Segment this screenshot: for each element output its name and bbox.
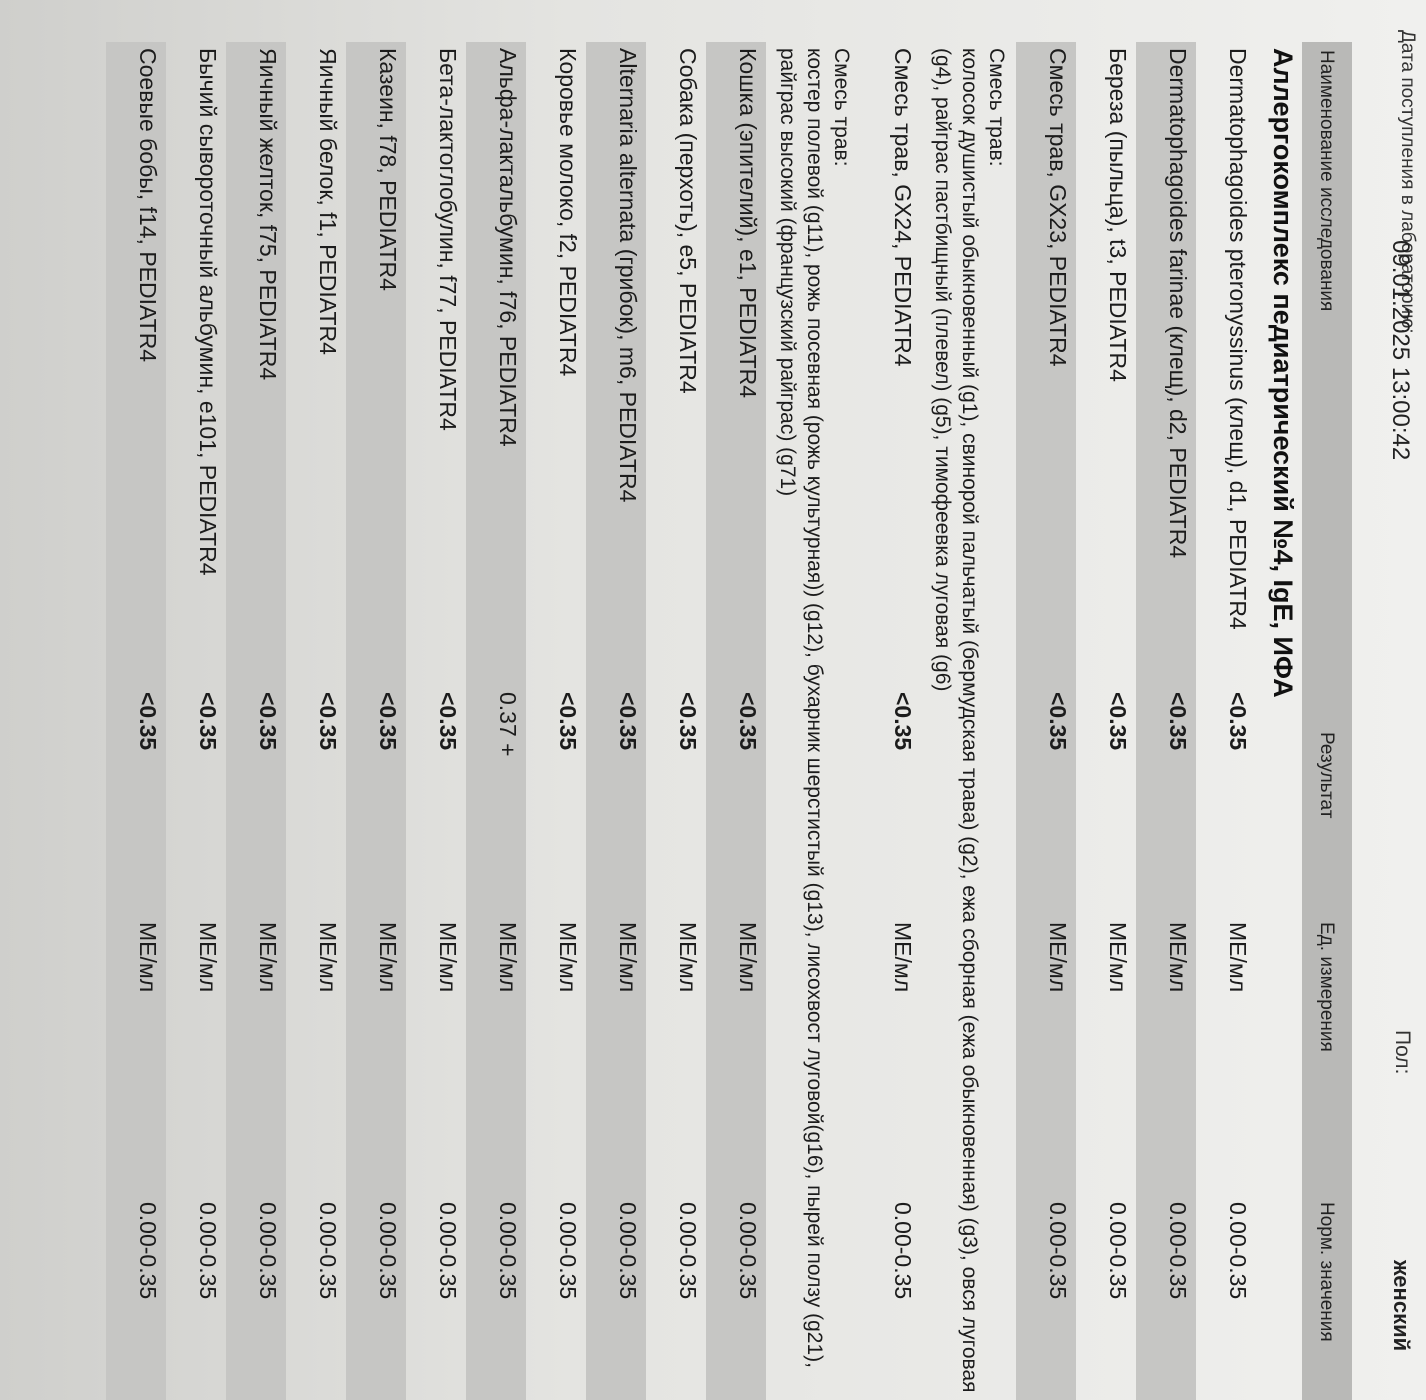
test-unit: МЕ/мл [255, 922, 281, 993]
table-row [1136, 42, 1196, 1400]
test-norm: 0.00-0.35 [135, 1202, 161, 1300]
sex-label: Пол: [1391, 1030, 1414, 1075]
mix-composition-note [921, 42, 1016, 1400]
test-norm: 0.00-0.35 [1165, 1202, 1191, 1300]
test-unit: МЕ/мл [1225, 922, 1251, 993]
table-row [226, 42, 286, 1400]
test-name: Яичный желток, f75, PEDIATR4 [255, 48, 281, 381]
table-row [1196, 42, 1256, 1400]
table-row [646, 42, 706, 1400]
test-norm: 0.00-0.35 [195, 1202, 221, 1300]
mix-note-text: колосок душистый обыкновенный (g1), свинорой пальчатый (бермудская трава) (g2), ежа сборная (ежа обыкновенная) (g3), овся луговая (g4), райграс пастбищный (плевел) (g5), тимофеевка луговая (g6) [931, 48, 981, 1393]
test-name: Бета-лактоглобулин, f77, PEDIATR4 [435, 48, 461, 431]
test-norm: 0.00-0.35 [495, 1202, 521, 1300]
column-header-result: Результат [1316, 732, 1337, 819]
test-name: Dermatophagoides pteronyssinus (клещ), d1, PEDIATR4 [1225, 48, 1251, 630]
test-name: Alternaria alternata (грибок), m6, PEDIATR4 [615, 48, 641, 503]
test-name: Соевые бобы, f14, PEDIATR4 [135, 48, 161, 363]
test-name: Собака (перхоть), e5, PEDIATR4 [675, 48, 701, 394]
test-norm: 0.00-0.35 [615, 1202, 641, 1300]
test-result: <0.35 [1045, 692, 1071, 751]
test-norm: 0.00-0.35 [435, 1202, 461, 1300]
table-row [1076, 42, 1136, 1400]
date-label: Дата поступления в лабораторию: [1397, 30, 1418, 334]
test-norm: 0.00-0.35 [735, 1202, 761, 1300]
table-row [406, 42, 466, 1400]
test-name: Альфа-лактальбумин, f76, PEDIATR4 [495, 48, 521, 447]
mix-composition-note [766, 42, 861, 1400]
test-result: <0.35 [555, 692, 581, 751]
test-unit: МЕ/мл [735, 922, 761, 993]
test-norm: 0.00-0.35 [675, 1202, 701, 1300]
test-name: Бычий сывороточный альбумин, e101, PEDIATR4 [195, 48, 221, 576]
test-unit: МЕ/мл [315, 922, 341, 993]
test-result: <0.35 [615, 692, 641, 751]
results-table [106, 42, 1256, 1400]
test-unit: МЕ/мл [615, 922, 641, 993]
test-name: Смесь трав, GX23, PEDIATR4 [1045, 48, 1071, 367]
table-header [1302, 42, 1352, 1400]
table-row [586, 42, 646, 1400]
test-unit: МЕ/мл [435, 922, 461, 993]
test-unit: МЕ/мл [495, 922, 521, 993]
test-result: <0.35 [135, 692, 161, 751]
test-result: <0.35 [735, 692, 761, 751]
test-result: <0.35 [435, 692, 461, 751]
test-result: <0.35 [375, 692, 401, 751]
table-row [861, 42, 921, 1400]
table-row [706, 42, 766, 1400]
test-result: <0.35 [1105, 692, 1131, 751]
test-name: Яичный белок, f1, PEDIATR4 [315, 48, 341, 355]
test-norm: 0.00-0.35 [555, 1202, 581, 1300]
test-norm: 0.00-0.35 [315, 1202, 341, 1300]
test-norm: 0.00-0.35 [255, 1202, 281, 1300]
test-name: Смесь трав, GX24, PEDIATR4 [890, 48, 916, 367]
test-result: <0.35 [1225, 692, 1251, 751]
sex-value: женский [1389, 1260, 1414, 1352]
table-row [1016, 42, 1076, 1400]
table-row [526, 42, 586, 1400]
test-unit: МЕ/мл [135, 922, 161, 993]
test-result: <0.35 [315, 692, 341, 751]
table-row [346, 42, 406, 1400]
mix-note-label: Смесь трав: [830, 48, 853, 167]
test-name: Береза (пыльца), t3, PEDIATR4 [1105, 48, 1131, 382]
test-name: Казеин, f78, PEDIATR4 [375, 48, 401, 291]
test-unit: МЕ/мл [1105, 922, 1131, 993]
test-norm: 0.00-0.35 [1045, 1202, 1071, 1300]
table-row [286, 42, 346, 1400]
table-row [466, 42, 526, 1400]
test-result: 0.37 + [495, 692, 521, 757]
test-norm: 0.00-0.35 [375, 1202, 401, 1300]
test-norm: 0.00-0.35 [1225, 1202, 1251, 1300]
mix-note-text: костер полевой (g11), рожь посевная (рожь культурная)) (g12), бухарник шерстистый (g13), лисохвост луговой(g16), пырей ползу (g21), райграс высокий (французский райграс) (g71) [776, 48, 826, 1368]
test-norm: 0.00-0.35 [1105, 1202, 1131, 1300]
test-unit: МЕ/мл [555, 922, 581, 993]
table-row [166, 42, 226, 1400]
test-unit: МЕ/мл [375, 922, 401, 993]
test-result: <0.35 [195, 692, 221, 751]
test-name: Кошка (эпителий), e1, PEDIATR4 [735, 48, 761, 399]
test-result: <0.35 [1165, 692, 1191, 751]
test-unit: МЕ/мл [195, 922, 221, 993]
column-header-norm: Норм. значения [1316, 1202, 1337, 1342]
date-value: 09.01.2025 13:00:42 [1387, 240, 1414, 461]
test-name: Dermatophagoides farinae (клещ), d2, PEDIATR4 [1165, 48, 1191, 559]
test-result: <0.35 [675, 692, 701, 751]
test-name: Коровье молоко, f2, PEDIATR4 [555, 48, 581, 377]
test-unit: МЕ/мл [890, 922, 916, 993]
panel-title: Аллергокомплекс педиатрический №4, IgE, ИФА [1268, 48, 1298, 698]
mix-note-label: Смесь трав: [985, 48, 1008, 167]
test-unit: МЕ/мл [675, 922, 701, 993]
table-row [106, 42, 166, 1400]
test-result: <0.35 [890, 692, 916, 751]
column-header-name: Наименование исследования [1316, 50, 1337, 312]
test-unit: МЕ/мл [1045, 922, 1071, 993]
test-unit: МЕ/мл [1165, 922, 1191, 993]
test-norm: 0.00-0.35 [890, 1202, 916, 1300]
column-header-unit: Ед. измерения [1316, 922, 1337, 1052]
test-result: <0.35 [255, 692, 281, 751]
